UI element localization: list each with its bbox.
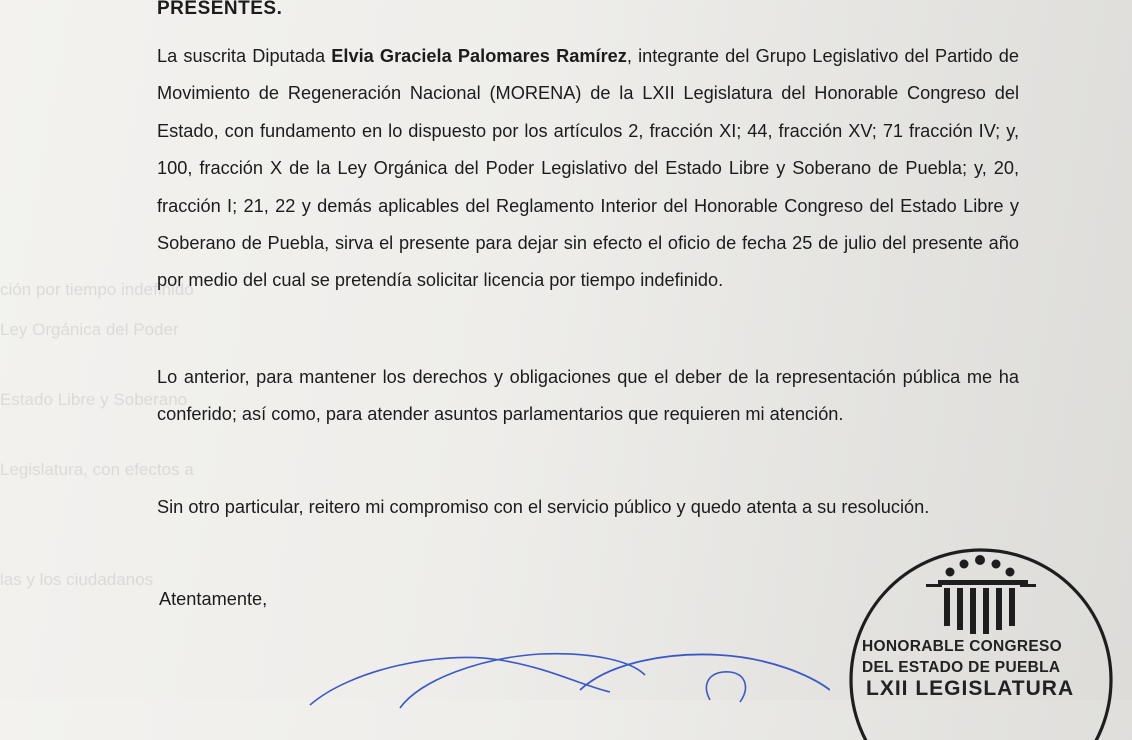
paragraph-intro: La suscrita Diputada — [157, 46, 332, 66]
show-through-texture: las y los ciudadanos — [0, 570, 154, 589]
seal-line-1: HONORABLE CONGRESO — [862, 638, 1063, 655]
seal-emblem-icon — [926, 555, 1036, 634]
show-through-texture: Ley Orgánica del Poder — [0, 320, 179, 339]
show-through-texture: Legislatura, con efectos a — [0, 460, 194, 479]
show-through-texture: Estado Libre y Soberano — [0, 390, 188, 409]
seal-line-2: DEL ESTADO DE PUEBLA — [862, 659, 1061, 676]
body-paragraph-request — [157, 38, 1019, 300]
body-paragraph-closing: Sin otro particular, reitero mi compromiso con el servicio público y quedo atenta a su resolución. — [157, 497, 930, 517]
deputy-name: Elvia Graciela Palomares Ramírez — [331, 46, 627, 66]
show-through-texture: ción por tiempo indefinido — [0, 280, 194, 299]
handwritten-signature — [250, 630, 830, 710]
body-paragraph-reason: Lo anterior, para mantener los derechos y obligaciones que el deber de la representación pública me ha conferido; así como, para atender asuntos parlamentarios que requieren mi atención. — [157, 367, 1019, 425]
addressee-heading: PRESENTES. — [157, 0, 283, 19]
valediction: Atentamente, — [159, 589, 268, 609]
paragraph-body: , integrante del Grupo Legislativo del Partido de Movimiento de Regeneración Nacional (MORENA) de la LXII Legislatura del Honorable Congreso del Estado, con fundamento en lo dispuesto por los artículos 2, fracción XI; 44, fracción XV; 71 fracción IV; y, 100, fracción X de la Ley Orgánica del Poder Legislativo del Estado Libre y Soberano de Puebla; y, 20, fracción I; 21, 22 y demás aplicables del Reglamento Interior del Honorable Congreso del Estado Libre y Soberano de Puebla, sirva el presente para dejar sin efecto el oficio de fecha 25 de julio del presente año por medio del cual se pretendía solicitar licencia por tiempo indefinido. — [157, 46, 1020, 291]
seal-line-3: LXII LEGISLATURA — [866, 677, 1075, 700]
